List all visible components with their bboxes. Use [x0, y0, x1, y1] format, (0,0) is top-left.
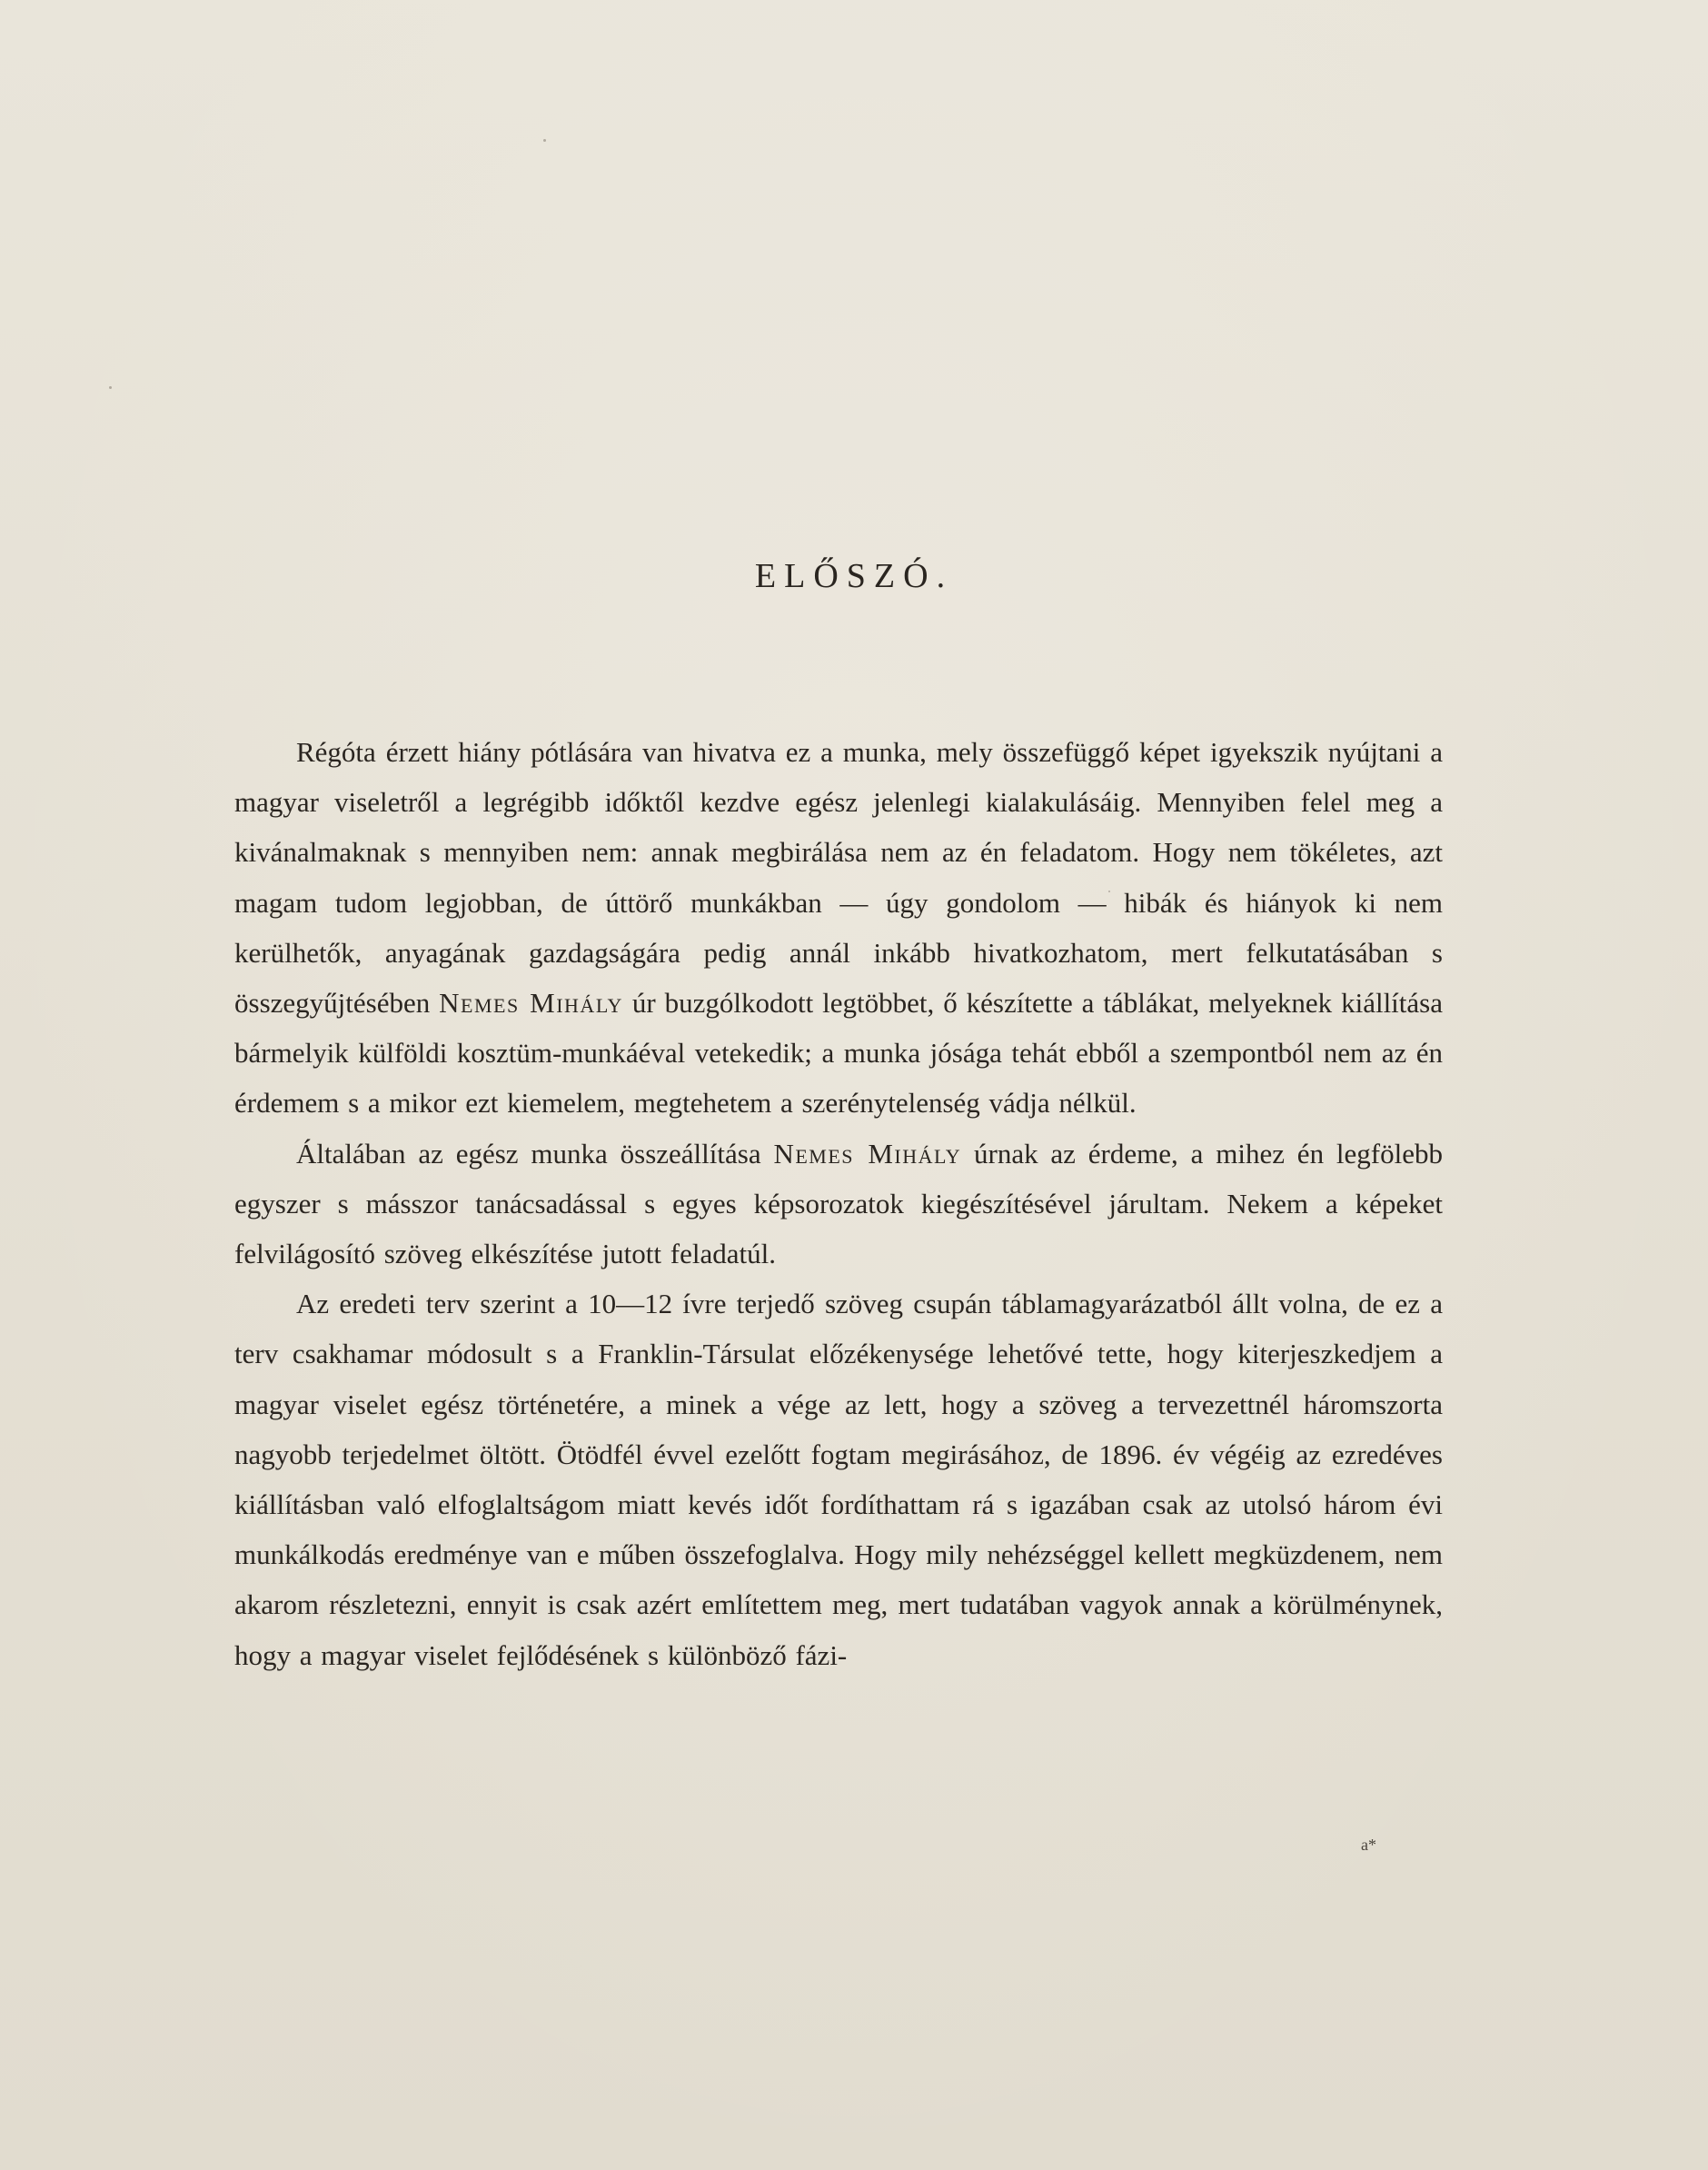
signature-mark: a* — [1361, 1836, 1376, 1854]
paragraph-1 — [234, 727, 1443, 1129]
paragraph-text: úr buzgólkodott legtöbbet, ő készítette a táblákat, melyeknek kiállítása bármelyik külföldi kosztüm-munkáéval vetekedik; a munka jósága tehát ebből a szempontból nem az én érdemem s a mikor ezt kiemelem, megtehetem a szerénytelenség vádja nélkül. — [234, 987, 1443, 1120]
page-title: ELŐSZÓ. — [754, 557, 954, 595]
paper-speck — [543, 139, 546, 142]
author-name: Nemes Mihály — [773, 1137, 962, 1170]
paragraph-text: Az eredeti terv szerint a 10—12 ívre terjedő szöveg csupán táblamagyarázatból állt volna, de ez a terv csakhamar módosult s a Franklin-Társulat előzékenysége lehetővé tette, hogy kiterjeszkedjem a magyar viselet egész történetére, a minek a vége az lett, hogy a szöveg a tervezettnél háromszorta nagyobb terjedelmet öltött. Ötödfél évvel ezelőtt fogtam megirásához, de 1896. év végéig az ezredéves kiállításban való elfoglaltságom miatt kevés időt fordíthattam rá s igazában csak az utolsó három évi munkálkodás eredménye van e műben összefoglalva. Hogy mily nehézséggel kellett megküzdenem, nem akarom részletezni, ennyit is csak azért említettem meg, mert tudatában vagyok annak a körülménynek, hogy a magyar viselet fejlődésének s különböző fázi- — [234, 1288, 1443, 1671]
author-name: Nemes Mihály — [439, 987, 623, 1020]
paper-speck — [109, 386, 112, 389]
paragraph-2 — [234, 1129, 1443, 1279]
paragraph-3 — [234, 1279, 1443, 1680]
paragraph-text: Régóta érzett hiány pótlására van hivatva ez a munka, mely összefüggő képet igyekszik nyújtani a magyar viseletről a legrégibb időktől kezdve egész jelenlegi kialakulásáig. Mennyiben felel meg a kivánalmaknak s mennyiben nem: annak megbirálása nem az én feladatom. Hogy nem tökéletes, azt magam tudom legjobban, de úttörő munkákban — úgy gondolom — hibák és hiányok ki nem kerülhetők, anyagának gazdagságára pedig annál inkább hivatkozhatom, mert felkutatásában s összegyűjtésében — [234, 736, 1443, 1020]
paragraph-text: úrnak az érdeme, a mihez én legfölebb egyszer s másszor tanácsadással s egyes képsorozatok kiegészítésével járultam. Nekem a képeket felvilágosító szöveg elkészítése jutott feladatúl. — [234, 1137, 1443, 1270]
preface-body — [234, 727, 1443, 1680]
paragraph-text: Általában az egész munka összeállítása — [296, 1137, 774, 1170]
